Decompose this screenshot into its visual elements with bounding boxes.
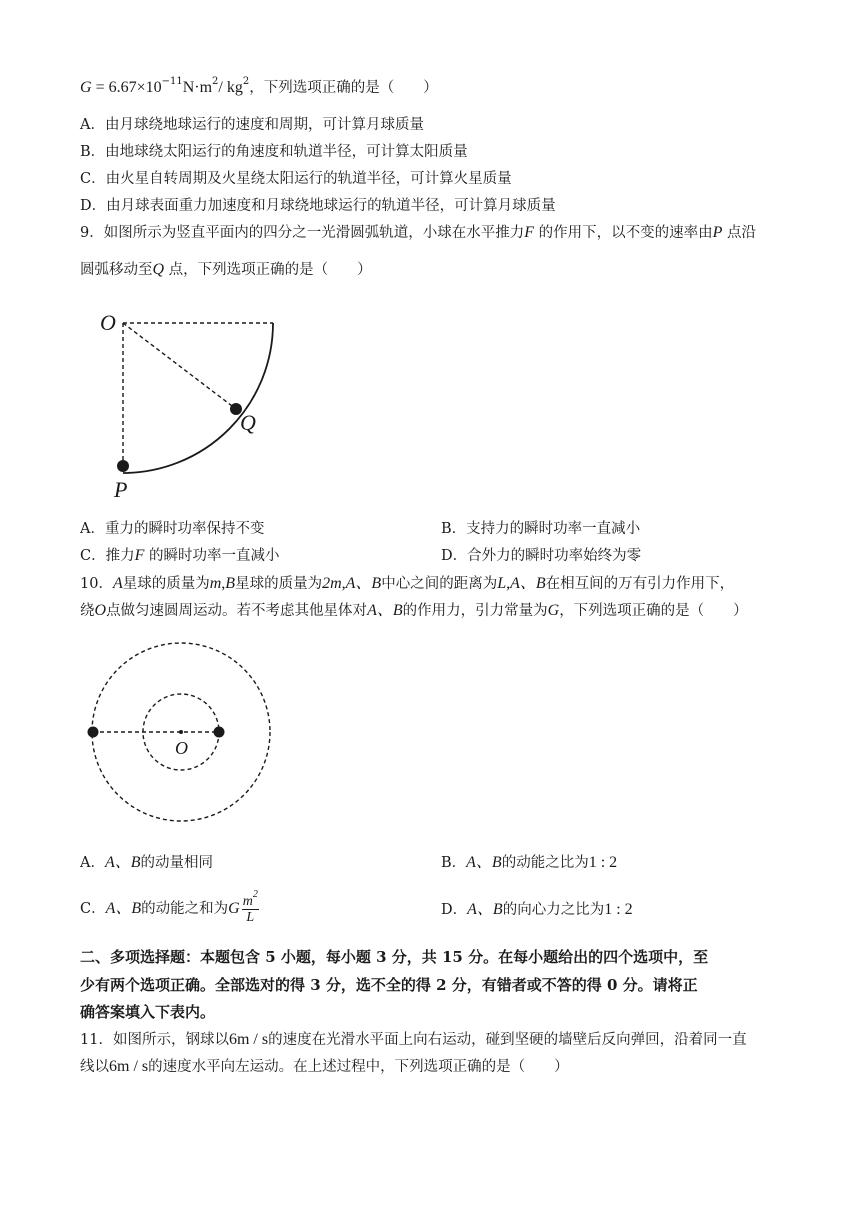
q8-option-a: A．由月球绕地球运行的速度和周期，可计算月球质量	[80, 117, 424, 133]
g-unit: N·m	[182, 79, 213, 96]
star-b	[214, 727, 225, 738]
label-q: Q	[240, 410, 256, 435]
q10-orbit-diagram	[70, 622, 290, 842]
g-value: = 6.67×10	[91, 79, 162, 96]
point-p-symbol: P	[712, 224, 723, 241]
force-symbol: F	[134, 547, 145, 564]
q10-option-c: C．A、B的动能之和为G $\frac{m^2}{L}$	[80, 888, 258, 925]
kinetic-energy-fraction: $\frac{m^2}{L}$	[242, 888, 258, 925]
section2-heading-line-2: 少有两个选项正确。全部选对的得 3 分，选不全的得 2 分，有错者或不答的得 0 分。请将正	[80, 976, 698, 994]
q9-option-d: D．合外力的瞬时功率始终为零	[441, 548, 642, 564]
q10-option-a: A．A、B的动量相同	[80, 854, 214, 871]
q8-option-b: B．由地球绕太阳运行的角速度和轨道半径，可计算太阳质量	[80, 144, 468, 160]
q9-stem-line-1: 9．如图所示为竖直平面内的四分之一光滑圆弧轨道，小球在水平推力F 的作用下，以不变的速率由P 点沿	[80, 224, 757, 241]
q11-stem-line-2: 线以6m / s的速度水平向左运动。在上述过程中，下列选项正确的是（ ）	[80, 1058, 569, 1075]
g-unit-exponent: 2	[212, 76, 219, 88]
q9-option-c: C．推力F 的瞬时功率一直减小	[80, 547, 280, 564]
q9-stem-line-2: 圆弧移动至Q 点，下列选项正确的是（ ）	[80, 261, 372, 278]
center-point	[179, 730, 183, 734]
q8-option-c: C．由火星自转周期及火星绕太阳运行的轨道半径，可计算火星质量	[80, 171, 512, 187]
q11-stem-line-1: 11．如图所示，钢球以6m / s的速度在光滑水平面上向右运动，碰到坚硬的墙壁后反向弹回，沿着同一直	[80, 1031, 747, 1048]
g-unit-tail-exponent: 2	[242, 76, 250, 88]
velocity-2: 6m / s	[109, 1058, 149, 1075]
q9-option-b: B．支持力的瞬时功率一直减小	[441, 521, 641, 537]
point-q-symbol: Q	[152, 261, 165, 278]
label-p: P	[114, 477, 128, 502]
diagonal-dashed-radius	[123, 323, 236, 409]
q10-option-b: B．A、B的动能之比为1 : 2	[441, 854, 618, 871]
section2-heading-line-1: 二、多项选择题：本题包含 5 小题，每小题 3 分，共 15 分。在每小题给出的四个选项中，至	[80, 948, 709, 966]
q9-option-a: A．重力的瞬时功率保持不变	[80, 521, 265, 537]
q10-option-d: D．A、B的向心力之比为1 : 2	[441, 901, 633, 918]
label-o: O	[100, 310, 116, 335]
intro-question-text: ，下列选项正确的是（ ）	[249, 80, 438, 96]
q10-stem-line-2: 绕O点做匀速圆周运动。若不考虑其他星体对A、B的作用力，引力常量为G，下列选项正确的是（ ）	[80, 602, 748, 619]
q10-stem-line-1: 10．A星球的质量为m,B星球的质量为2m,A、B中心之间的距离为L,A、B在相互间的万有引力作用下，	[80, 575, 735, 592]
star-a	[88, 727, 99, 738]
ball-at-p	[117, 460, 129, 472]
gravitational-constant-line	[80, 78, 438, 98]
section2-heading-line-3: 确答案填入下表内。	[80, 1003, 216, 1021]
g-exponent: −11	[161, 76, 183, 88]
q8-option-d: D．由月球表面重力加速度和月球绕地球运行的轨道半径，可计算月球质量	[80, 198, 556, 214]
velocity-1: 6m / s	[228, 1031, 269, 1048]
g-symbol: G	[80, 79, 92, 96]
g-unit-tail: / kg	[218, 79, 243, 96]
force-symbol: F	[524, 224, 535, 241]
q9-arc-diagram	[98, 308, 298, 508]
quarter-circle-arc	[123, 323, 273, 473]
label-o: O	[175, 738, 188, 758]
